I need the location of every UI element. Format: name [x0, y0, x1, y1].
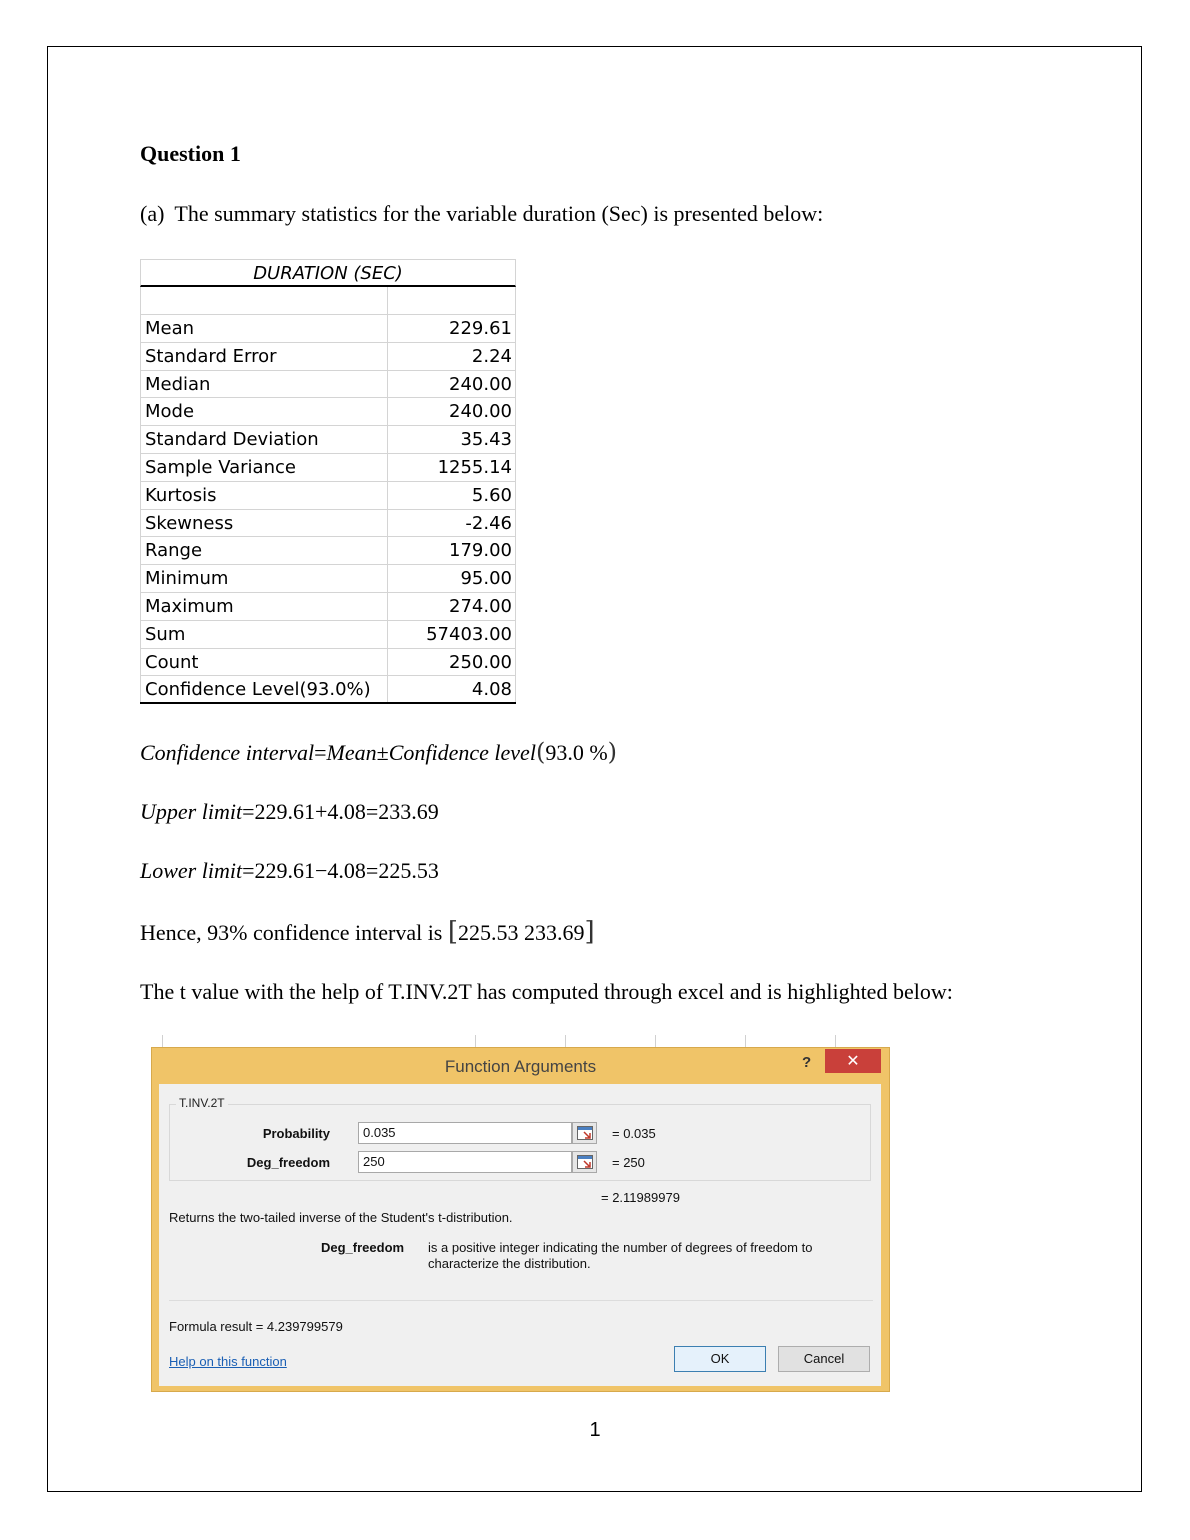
stat-label: Minimum [140, 565, 388, 592]
table-row [140, 621, 516, 649]
ci-level: Confidence level [388, 740, 536, 765]
lower-limit-formula: Lower limit=229.61−4.08=225.53 [140, 858, 439, 883]
function-arguments-dialog [151, 1047, 890, 1392]
stat-label: Standard Deviation [140, 426, 388, 453]
stat-label: Mode [140, 398, 388, 425]
dialog-body [159, 1084, 881, 1386]
table-row [140, 371, 516, 399]
stat-value: 274.00 [388, 593, 516, 620]
table-row [140, 510, 516, 538]
dialog-divider [169, 1300, 873, 1301]
table-row [140, 398, 516, 426]
stat-value: 240.00 [388, 371, 516, 398]
deg-freedom-collapse-button[interactable] [572, 1151, 597, 1173]
dialog-titlebar[interactable] [152, 1048, 889, 1084]
stat-label: Skewness [140, 510, 388, 537]
probability-label: Probability [262, 1126, 330, 1141]
arg-help-text-line-1: is a positive integer indicating the number of degrees of freedom to [428, 1240, 813, 1255]
table-row [140, 454, 516, 482]
table-row-blank [140, 287, 516, 315]
stat-value: 5.60 [388, 482, 516, 509]
t-value-text: The t value with the help of T.INV.2T has computed through excel and is highlighted below: [140, 979, 953, 1004]
ci-mean: Mean [326, 740, 377, 765]
table-title: DURATION (SEC) [140, 259, 516, 287]
hence-interval-line: Hence, 93% confidence interval is [225.53 233.69] [140, 917, 595, 947]
arg-help-label: Deg_freedom [321, 1240, 405, 1255]
upper-limit-expression: 229.61+4.08=233.69 [254, 799, 439, 824]
stat-label: Count [140, 649, 388, 676]
paragraph-a-text: The summary statistics for the variable duration (Sec) is presented below: [174, 201, 824, 226]
table-row [140, 482, 516, 510]
deg-freedom-result: = 250 [612, 1155, 645, 1170]
upper-limit-formula: Upper limit=229.61+4.08=233.69 [140, 799, 439, 824]
lower-limit-label: Lower limit [140, 858, 243, 883]
range-select-icon [577, 1155, 593, 1169]
stat-label: Mean [140, 315, 388, 342]
deg-freedom-label: Deg_freedom [246, 1155, 330, 1170]
confidence-interval-formula: Confidence interval=Mean±Confidence level(93.0 %) [140, 738, 618, 766]
close-button[interactable]: ✕ [825, 1049, 881, 1073]
stat-value: 95.00 [388, 565, 516, 592]
upper-limit-label: Upper limit [140, 799, 243, 824]
stat-value: 240.00 [388, 398, 516, 425]
hence-text: Hence, 93% confidence interval is [140, 920, 443, 945]
ok-button[interactable]: OK [674, 1346, 766, 1372]
paragraph-a-label: (a) [140, 201, 165, 226]
stat-label: Kurtosis [140, 482, 388, 509]
stat-label: Sample Variance [140, 454, 388, 481]
probability-collapse-button[interactable] [572, 1122, 597, 1144]
stat-label: Confidence Level(93.0%) [140, 676, 388, 702]
deg-freedom-input[interactable]: 250 [358, 1151, 572, 1173]
stat-value: 57403.00 [388, 621, 516, 648]
table-row [140, 649, 516, 677]
paragraph-a [140, 201, 823, 227]
table-row [140, 343, 516, 371]
stat-value: 229.61 [388, 315, 516, 342]
table-row [140, 593, 516, 621]
ci-lhs: Confidence interval [140, 740, 315, 765]
help-on-function-link[interactable]: Help on this function [169, 1354, 287, 1369]
stat-label: Median [140, 371, 388, 398]
probability-result: = 0.035 [612, 1126, 656, 1141]
function-name: T.INV.2T [176, 1096, 228, 1110]
stat-label: Maximum [140, 593, 388, 620]
range-select-icon [577, 1126, 593, 1140]
stat-value: 179.00 [388, 537, 516, 564]
question-heading: Question 1 [140, 141, 241, 166]
table-row [140, 315, 516, 343]
stat-value: 35.43 [388, 426, 516, 453]
probability-input[interactable]: 0.035 [358, 1122, 572, 1144]
stat-label: Sum [140, 621, 388, 648]
table-row [140, 537, 516, 565]
stat-value: 2.24 [388, 343, 516, 370]
table-row [140, 676, 516, 704]
help-button[interactable]: ? [802, 1054, 812, 1071]
summary-statistics-table [140, 259, 516, 704]
table-row [140, 426, 516, 454]
stat-value: 1255.14 [388, 454, 516, 481]
page-number: 1 [589, 1419, 601, 1441]
ci-value: 93.0 % [545, 740, 608, 765]
arg-help-text-line-2: characterize the distribution. [428, 1256, 591, 1271]
dialog-title: Function Arguments [444, 1057, 597, 1076]
function-result: = 2.11989979 [601, 1190, 680, 1205]
stat-value: 4.08 [388, 676, 516, 702]
stat-label: Range [140, 537, 388, 564]
table-row [140, 565, 516, 593]
formula-result: Formula result = 4.239799579 [169, 1319, 343, 1334]
lower-limit-expression: 229.61−4.08=225.53 [254, 858, 439, 883]
stat-value: 250.00 [388, 649, 516, 676]
stat-label: Standard Error [140, 343, 388, 370]
stat-value: -2.46 [388, 510, 516, 537]
arguments-group [169, 1104, 871, 1181]
cancel-button[interactable]: Cancel [778, 1346, 870, 1372]
function-description: Returns the two-tailed inverse of the Student's t-distribution. [169, 1210, 513, 1225]
interval-value: 225.53 233.69 [458, 920, 585, 945]
